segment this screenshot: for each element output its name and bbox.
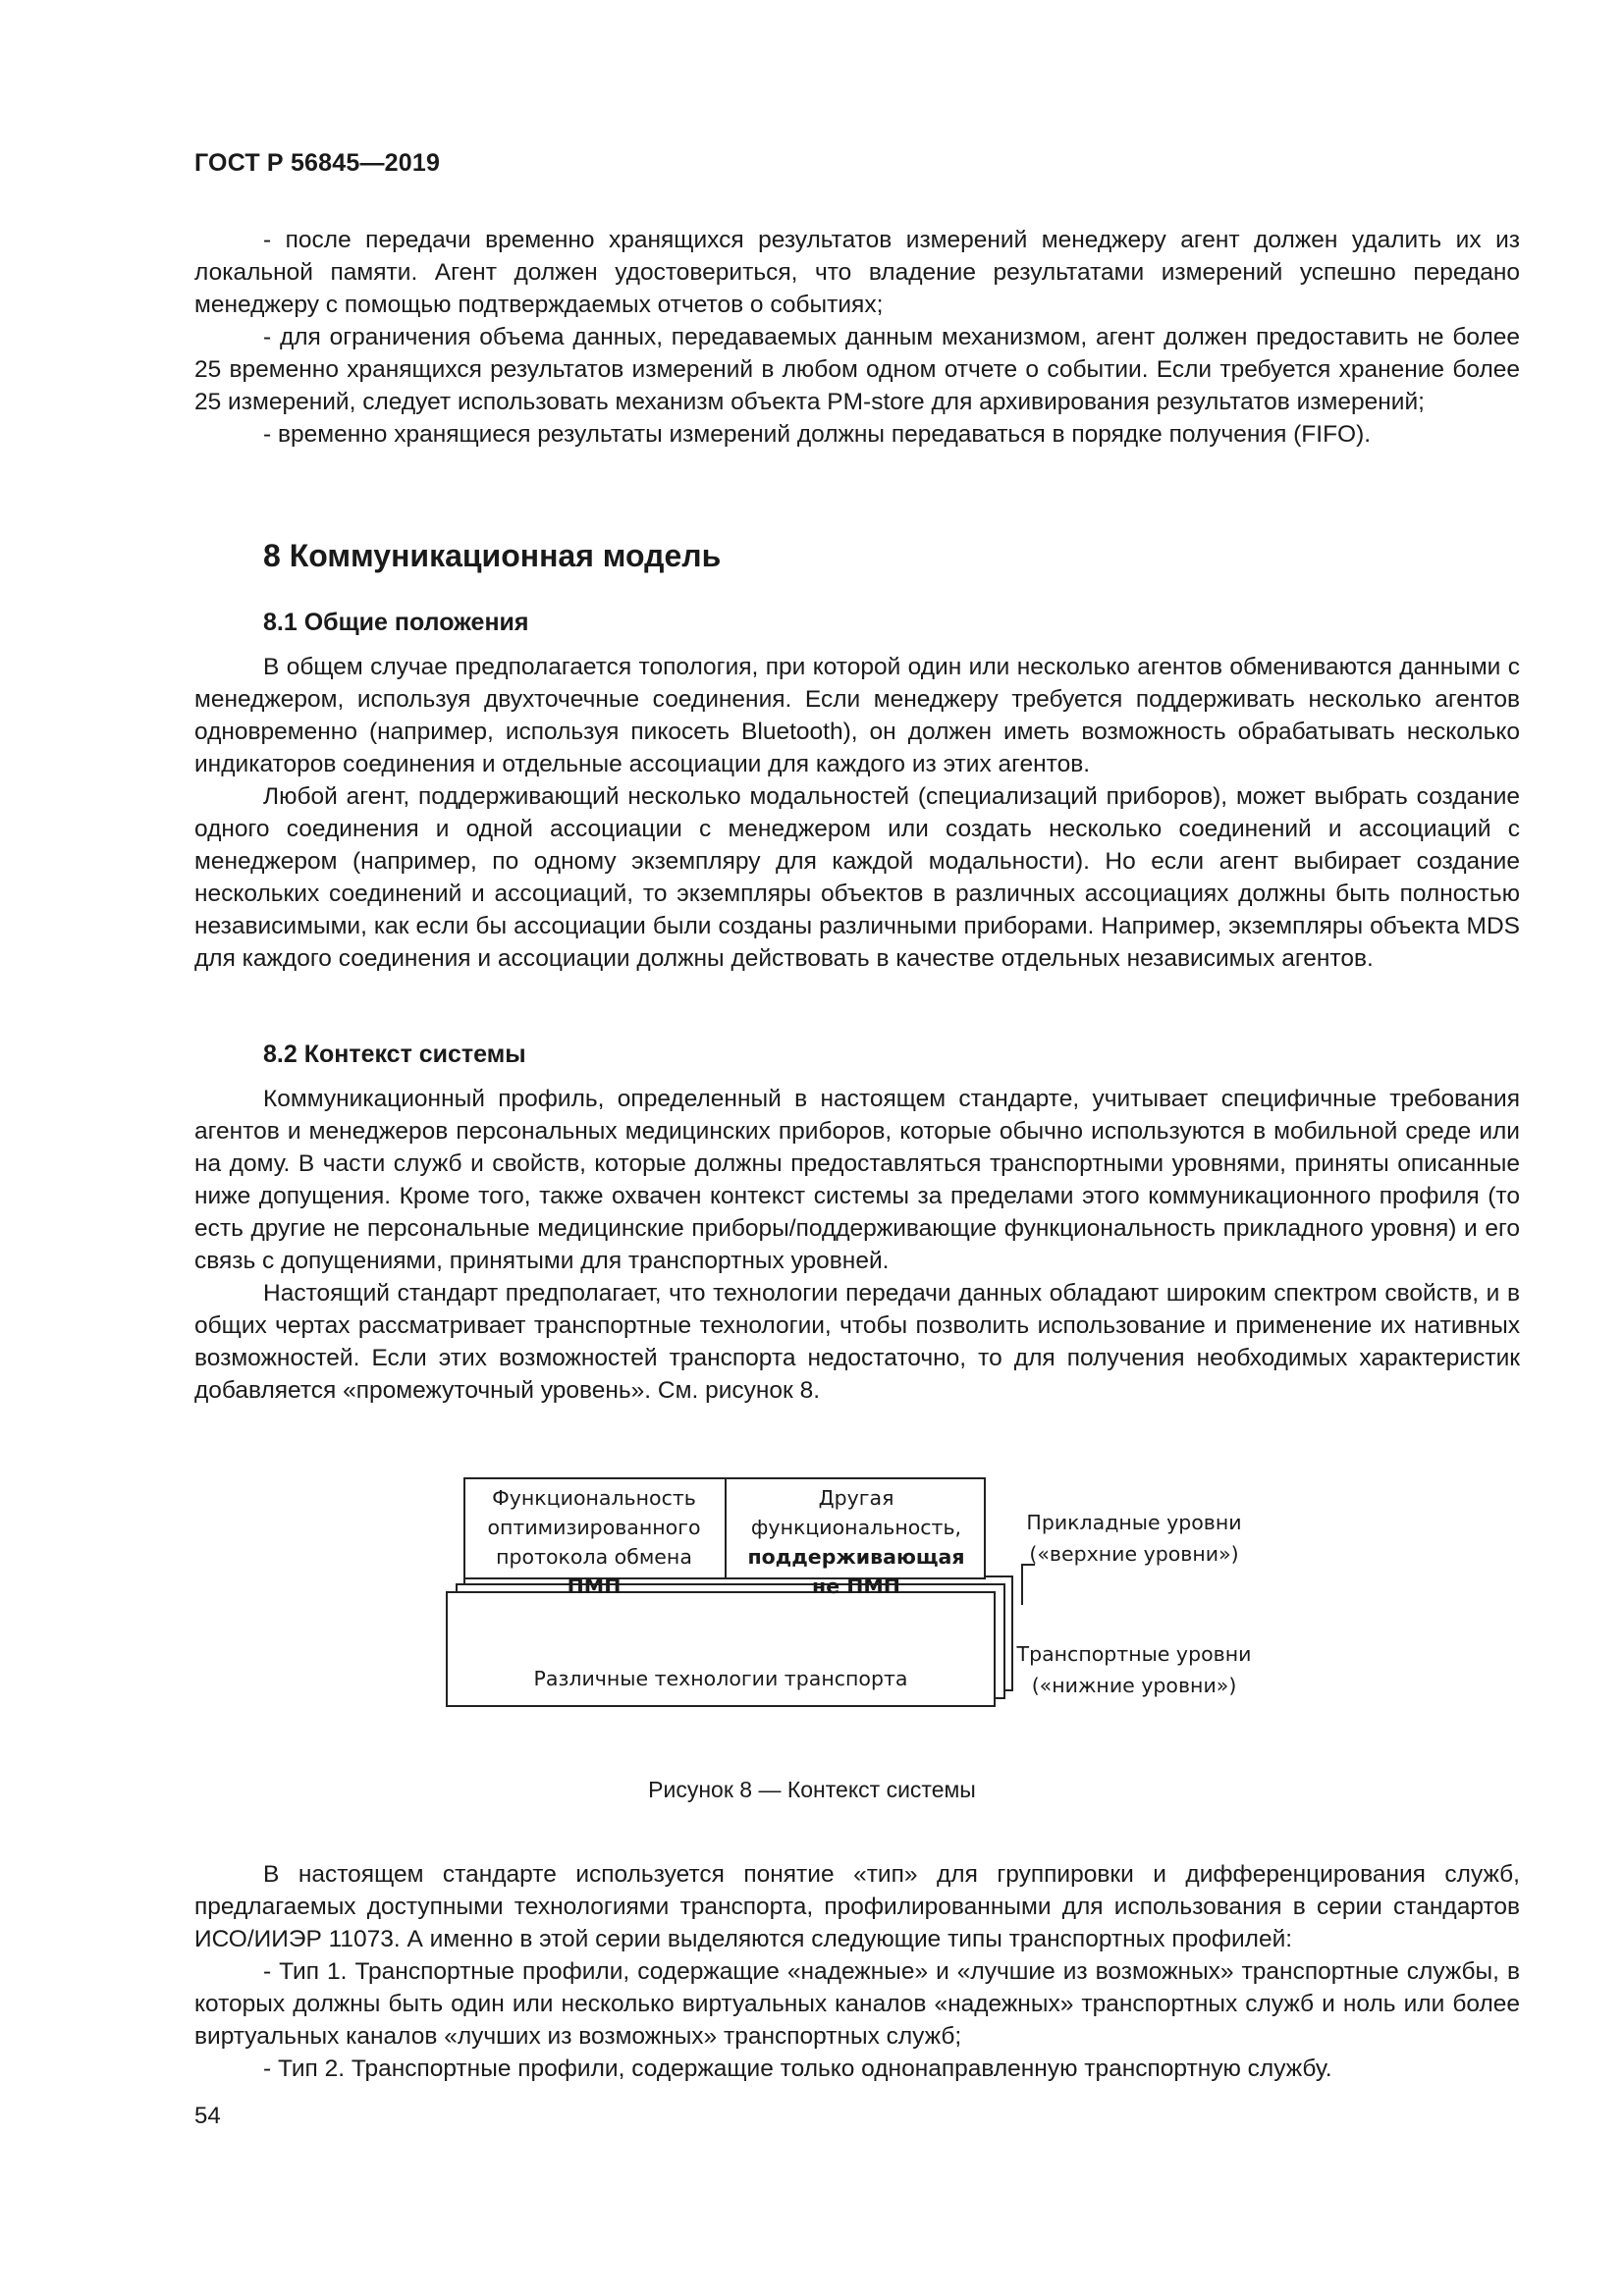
paragraph: - Тип 2. Транспортные профили, содержащие только однонаправленную транспортную службу. xyxy=(263,2056,1332,2082)
paragraph: - временно хранящиеся результаты измерений должны передаваться в порядке получения (FIFO). xyxy=(263,421,1372,448)
page-number: 54 xyxy=(194,2103,221,2129)
intro-text xyxy=(194,224,1520,451)
paragraph: - для ограничения объема данных, передаваемых данным механизмом, агент должен предоставить не более 25 временно хранящихся результатов измерений в любом одном отчете о событии. Если требуется хранение более 25 измерений, следует использовать механизм объекта PM-store для архивирования результатов измерений; xyxy=(194,324,1520,415)
cell-line: протокола обмена xyxy=(496,1545,692,1569)
paragraph: Любой агент, поддерживающий несколько модальностей (специализаций приборов), может выбрать создание одного соединения и одной ассоциации с менеджером или создать несколько соединений и ассоциаций с менеджером (например, по одному экземпляру для каждой модальности). Но если агент выбирает создание нескольких соединений и ассоциаций, то экземпляры объектов в различных ассоциациях должны быть полностью независимыми, как если бы ассоциации были созданы различными приборами. Например, экземпляры объекта MDS для каждого соединения и ассоциации должны действовать в качестве отдельных независимых агентов. xyxy=(194,783,1520,972)
paragraph: В общем случае предполагается топология, при которой один или несколько агентов обмениваются данными с менеджером, используя двухточечные соединения. Если менеджеру требуется поддерживать несколько агентов одновременно (например, используя пикосеть Bluetooth), он должен иметь возможность обрабатывать несколько индикаторов соединения и отдельные ассоциации для каждого из этих агентов. xyxy=(194,654,1520,777)
subsection-title: 8.1 Общие положения xyxy=(263,609,529,636)
paragraph: В настоящем стандарте используется понятие «тип» для группировки и дифференцирования служб, предлагаемых доступными технологиями транспорта, профилированными для использования в серии стандартов ИСО/ИИЭР 11073. А именно в этой серии выделяются следующие типы транспортных профилей: xyxy=(194,1861,1520,1952)
cell-line: функциональность, xyxy=(750,1516,962,1539)
figure-8-diagram xyxy=(442,1477,1276,1757)
application-cell-left xyxy=(463,1483,725,1601)
section-8-2-text xyxy=(194,1083,1520,1407)
paragraph: - после передачи временно хранящихся результатов измерений менеджеру агент должен удалить их из локальной памяти. Агент должен удостовериться, что владение результатами измерений успешно передано менеджеру с помощью подтверждаемых отчетов о событиях; xyxy=(194,227,1520,318)
section-title: 8 Коммуникационная модель xyxy=(263,538,722,573)
paragraph: Настоящий стандарт предполагает, что технологии передачи данных обладают широким спектром свойств, и в общих чертах рассматривает транспортные технологии, чтобы позволить использование и применение их нативных возможностей. Если этих возможностей транспорта недостаточно, то для получения необходимых характеристик добавляется «промежуточный уровень». См. рисунок 8. xyxy=(194,1280,1520,1404)
side-line: Транспортные уровни xyxy=(1016,1642,1252,1666)
transport-label: Различные технологии транспорта xyxy=(533,1667,908,1690)
subsection-title: 8.2 Контекст системы xyxy=(263,1041,526,1068)
cell-bold-line: не ПМП xyxy=(812,1575,900,1598)
cell-line: оптимизированного xyxy=(487,1516,701,1539)
upper-layers-label xyxy=(992,1507,1276,1570)
cell-line: Функциональность xyxy=(492,1486,696,1510)
side-line: Прикладные уровни xyxy=(1026,1511,1242,1534)
paragraph: Коммуникационный профиль, определенный в настоящем стандарте, учитывает специфичные требования агентов и менеджеров персональных медицинских приборов, которые обычно используются в мобильной среде или на дому. В части служб и свойств, которые должны предоставляться транспортными уровнями, приняты описанные ниже допущения. Кроме того, также охвачен контекст системы за пределами этого коммуникационного профиля (то есть другие не персональные медицинские приборы/поддерживающие функциональность прикладного уровня) и его связь с допущениями, принятыми для транспортных уровней. xyxy=(194,1086,1520,1274)
cell-bold-line: ПМП xyxy=(567,1575,622,1598)
paragraph: - Тип 1. Транспортные профили, содержащие «надежные» и «лучшие из возможных» транспортные службы, в которых должны быть один или несколько виртуальных каналов «надежных» транспортных служб и ноль или более виртуальных каналов «лучших из возможных» транспортных служб; xyxy=(194,1958,1520,2050)
side-line: («нижние уровни») xyxy=(1031,1674,1237,1697)
after-figure-text xyxy=(194,1858,1520,2085)
figure-caption: Рисунок 8 — Контекст системы xyxy=(648,1777,976,1802)
cell-bold-line: поддерживающая xyxy=(747,1545,965,1569)
application-cell-right xyxy=(727,1483,986,1601)
document-header: ГОСТ Р 56845—2019 xyxy=(194,149,441,177)
section-8-1-text xyxy=(194,651,1520,975)
lower-layers-label xyxy=(992,1638,1276,1701)
lower-bracket xyxy=(1021,1564,1035,1605)
side-line: («верхние уровни») xyxy=(1029,1542,1239,1566)
cell-line: Другая xyxy=(818,1486,894,1510)
